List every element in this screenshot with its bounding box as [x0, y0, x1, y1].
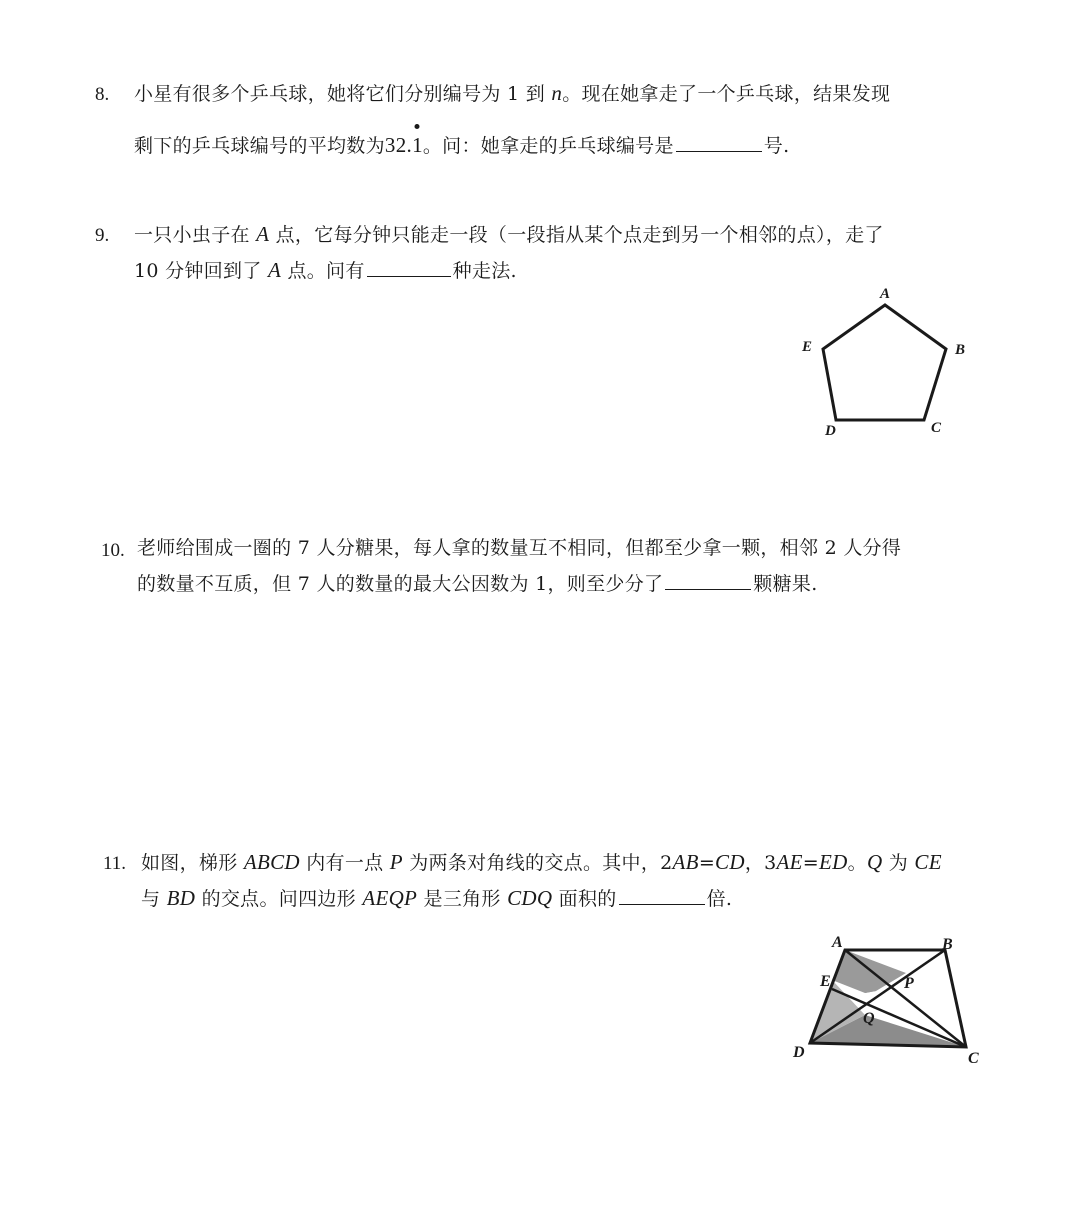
answer-blank[interactable] — [367, 258, 451, 277]
answer-blank[interactable] — [619, 886, 705, 905]
pentagon-shape — [823, 305, 946, 420]
trapezoid-figure — [780, 925, 1000, 1075]
vertex-label-d: D — [825, 423, 836, 439]
vertex-label-a: A — [880, 286, 891, 302]
problem-number: 8. — [95, 84, 110, 105]
variable-n: n — [551, 81, 563, 105]
repeating-dot — [415, 124, 420, 129]
problem-text-line: 的数量不互质，但 7 人的数量的最大公因数为 1，则至少分了 颗糖果. — [137, 573, 818, 595]
problem-text-line: 与 BD 的交点。问四边形 AEQP 是三角形 CDQ 面积的 倍. — [141, 886, 733, 910]
vertex-label-c: C — [968, 1050, 979, 1067]
problem-number: 11. — [103, 853, 127, 874]
point-label-q: Q — [863, 1010, 875, 1027]
problem-text-line: 小星有很多个乒乓球，她将它们分别编号为 1 到 n。现在她拿走了一个乒乓球，结果发现 — [134, 81, 891, 105]
problem-number: 9. — [95, 225, 110, 246]
vertex-label-e: E — [820, 973, 831, 990]
answer-blank[interactable] — [665, 571, 751, 590]
vertex-label-c: C — [931, 420, 942, 436]
problem-text-line: 如图，梯形 ABCD 内有一点 P 为两条对角线的交点。其中，2AB=CD，3AE=ED。Q 为 CE — [141, 850, 942, 874]
vertex-label-d: D — [793, 1044, 805, 1061]
problem-text-line: 老师给围成一圈的 7 人分糖果，每人拿的数量互不相同，但都至少拿一颗，相邻 2 人分得 — [137, 537, 902, 559]
pentagon-figure — [790, 282, 980, 442]
vertex-label-b: B — [955, 342, 966, 358]
vertex-label-a: A — [832, 934, 843, 951]
problem-number: 10. — [101, 540, 125, 561]
answer-blank[interactable] — [676, 133, 762, 152]
problem-text-line: 剩下的乒乓球编号的平均数为32. 1。问：她拿走的乒乓球编号是 号. — [134, 133, 789, 156]
point-label-p: P — [904, 975, 914, 992]
problem-text-line: 一只小虫子在 A 点，它每分钟只能走一段（一段指从某个点走到另一个相邻的点），走了 — [134, 222, 884, 246]
vertex-label-b: B — [942, 936, 953, 953]
problem-text-line: 10 分钟回到了 A 点。问有 种走法. — [134, 258, 517, 282]
repeating-decimal: 32. 1 — [385, 133, 423, 157]
vertex-label-e: E — [802, 339, 813, 355]
